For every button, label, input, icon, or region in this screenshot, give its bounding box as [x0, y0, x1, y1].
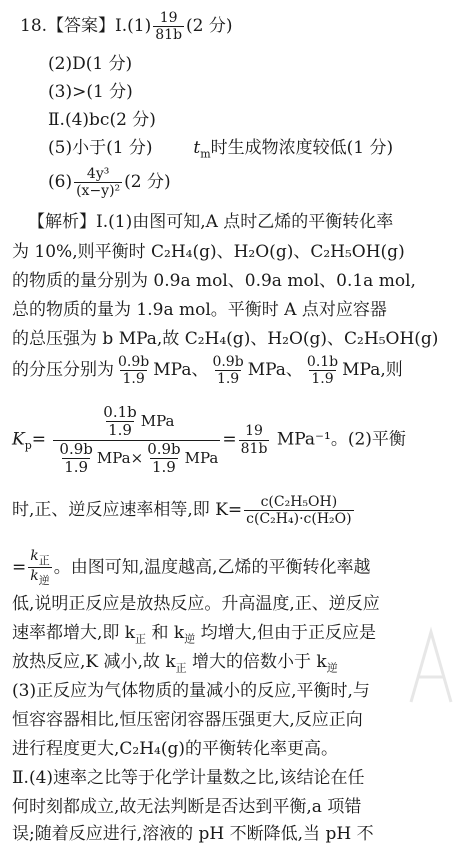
- text: 均增大,但由于正反应是: [195, 623, 377, 643]
- fraction-num: [28, 548, 51, 567]
- k-sub: 正: [135, 632, 147, 646]
- q1-numerator: 19: [159, 10, 178, 26]
- analysis-line-14: 恒容容器相比,恒压密闭容器压强更大,反应正向: [12, 710, 363, 730]
- line-tail: 。由图可知,温度越高,乙烯的平衡转化率越: [53, 557, 371, 578]
- q1-fraction: [153, 10, 184, 43]
- unit: MPa: [140, 411, 175, 430]
- kp-result: [239, 423, 270, 456]
- k-sub: 逆: [38, 574, 50, 588]
- analysis-line-16: Ⅱ.(4)速率之比等于化学计量数之比,该结论在任: [12, 768, 365, 788]
- fraction-num: 0.9b: [118, 354, 150, 370]
- q6-denominator: (x−y)²: [76, 183, 121, 200]
- fraction-den: c(C₂H₄)·c(H₂O): [246, 511, 352, 528]
- k-symbol: k: [30, 548, 39, 564]
- k-symbol: k: [30, 568, 39, 585]
- analysis-line-18: 误;随着反应进行,溶液的 pH 不断降低,当 pH 不: [12, 824, 374, 844]
- answer-line-1: [20, 10, 233, 43]
- q6-numerator: 4y³: [86, 166, 110, 182]
- line-end: ,则: [380, 360, 403, 381]
- equals: =: [12, 557, 27, 578]
- q5-answer: (5)小于(1 分): [48, 138, 153, 158]
- q1-prefix: Ⅰ.(1): [115, 16, 152, 37]
- k-fraction: [244, 494, 353, 527]
- answer-q4: Ⅱ.(4)bc(2 分): [48, 110, 156, 130]
- analysis-line-1: 【解析】Ⅰ.(1)由图可知,A 点时乙烯的平衡转化率: [28, 212, 394, 232]
- text: 增大的倍数小于 k: [186, 652, 327, 672]
- analysis-line-6: [12, 354, 403, 387]
- partial-pressure-intro: 的分压分别为: [12, 360, 114, 381]
- analysis-line-12: [12, 654, 338, 673]
- unit: MPa: [342, 360, 381, 381]
- kp-numerator: [97, 404, 176, 440]
- fraction-num: 0.1b: [306, 354, 339, 370]
- q6-prefix: (6): [48, 172, 73, 193]
- text: 和 k: [146, 623, 185, 643]
- separator: 、: [285, 360, 303, 381]
- k-ratio-fraction: [28, 548, 51, 588]
- fraction-09b-1: [116, 354, 151, 387]
- answer-label: 【答案】: [47, 16, 116, 37]
- q1-denominator: 81b: [155, 27, 183, 44]
- q5-reason: 时生成物浓度较低(1 分): [210, 138, 394, 158]
- fraction-num: 19: [245, 423, 263, 440]
- k-sub: 逆: [184, 632, 196, 646]
- kp-unit: MPa⁻¹: [276, 429, 331, 450]
- fraction-01b-inner: [101, 404, 138, 440]
- analysis-line-15: 进行程度更大,C₂H₄(g)的平衡转化率更高。: [12, 739, 339, 759]
- k-intro: 时,正、逆反应速率相等,即 K=: [12, 500, 243, 521]
- question-number: 18.: [20, 16, 48, 37]
- unit: MPa: [247, 360, 286, 381]
- k-sub: 逆: [326, 661, 338, 675]
- q5-t-sub: m: [200, 147, 211, 161]
- kp-equation: [12, 404, 406, 476]
- fraction-den: 1.9: [311, 371, 334, 388]
- fraction-den: 1.9: [64, 457, 89, 476]
- analysis-line-17: 何时刻都成立,故无法判断是否达到平衡,a 项错: [12, 797, 362, 817]
- unit: MPa: [184, 448, 219, 467]
- kp-sub: p: [24, 438, 32, 452]
- q6-score: (2 分): [124, 172, 171, 193]
- answer-q3: (3)>(1 分): [48, 82, 133, 102]
- kp-symbol: K: [12, 429, 25, 450]
- times: ×: [130, 448, 144, 467]
- answer-q6: [48, 166, 171, 199]
- answer-q2: (2)D(1 分): [48, 54, 133, 74]
- fraction-num: 0.1b: [103, 403, 137, 421]
- analysis-line-10: 低,说明正反应是放热反应。升高温度,正、逆反应: [12, 594, 380, 614]
- analysis-line-3: 的物质的量分别为 0.9a mol、0.9a mol、0.1a mol,: [12, 271, 416, 291]
- k-ratio-line: [12, 548, 371, 588]
- analysis-line-4: 总的物质的量为 1.9a mol。平衡时 A 点对应容器: [12, 300, 387, 320]
- fraction-09b-2: [210, 354, 245, 387]
- separator: 、: [191, 360, 209, 381]
- fraction-num: 0.9b: [212, 354, 244, 370]
- fraction-den: [28, 567, 51, 587]
- analysis-line-5: 的总压强为 b MPa,故 C₂H₄(g)、H₂O(g)、C₂H₅OH(g): [12, 329, 439, 349]
- text: 放热反应,K 减小,故 k: [12, 652, 176, 672]
- k-expression-line: [12, 494, 356, 527]
- kp-denominator: [53, 440, 220, 477]
- fraction-num: c(C₂H₅OH): [260, 494, 338, 510]
- equals: =: [31, 429, 46, 450]
- fraction-01b: [305, 354, 340, 387]
- kp-tail: 。(2)平衡: [330, 429, 406, 450]
- fraction-09b-inner-2: [145, 441, 182, 477]
- unit: MPa: [153, 360, 192, 381]
- fraction-den: 81b: [240, 440, 268, 457]
- fraction-num: 0.9b: [59, 439, 93, 458]
- q1-score: (2 分): [186, 16, 233, 37]
- fraction-num: 0.9b: [147, 439, 181, 458]
- k-sub: 正: [38, 553, 50, 567]
- text: 速率都增大,即 k: [12, 623, 136, 643]
- k-sub: 正: [175, 661, 187, 675]
- watermark-icon: [401, 622, 461, 712]
- fraction-09b-inner-1: [57, 441, 94, 477]
- equals: =: [222, 429, 237, 450]
- fraction-den: 1.9: [216, 371, 240, 388]
- unit: MPa: [96, 448, 131, 467]
- analysis-line-2: 为 10%,则平衡时 C₂H₄(g)、H₂O(g)、C₂H₅OH(g): [12, 242, 405, 262]
- fraction-den: 1.9: [122, 371, 145, 388]
- fraction-den: 1.9: [108, 421, 132, 440]
- answer-q5: [48, 140, 393, 159]
- q6-fraction: [74, 166, 122, 199]
- analysis-line-11: [12, 625, 376, 644]
- fraction-den: 1.9: [151, 457, 176, 476]
- q5-t-symbol: t: [193, 138, 201, 158]
- analysis-line-13: (3)正反应为气体物质的量减小的反应,平衡时,与: [12, 681, 370, 701]
- kp-big-fraction: [53, 404, 220, 476]
